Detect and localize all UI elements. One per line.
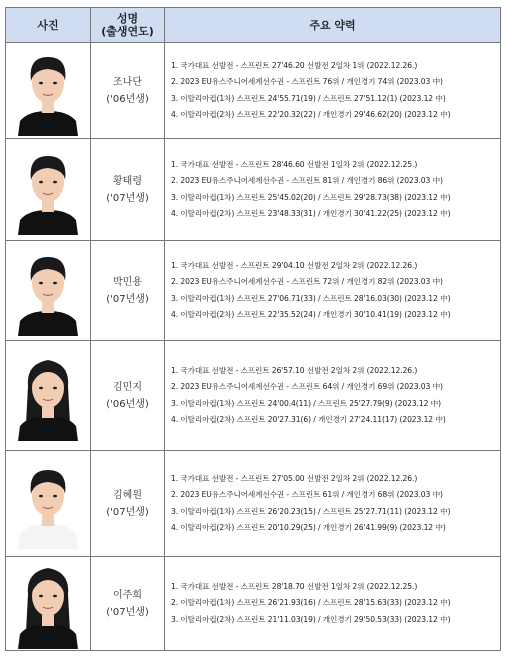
athlete-name-cell (91, 451, 165, 557)
athlete-name-cell (91, 557, 165, 651)
name-header-line2: (출생연도) (101, 25, 154, 38)
athlete-name: 조나단 (113, 76, 142, 88)
athlete-birth-year: ('07년생) (106, 293, 149, 305)
athlete-name-cell (91, 241, 165, 341)
career-line: 1. 국가대표 선발전 - 스프린트 27'05.00 선발전 2일차 2위 (2022.12.26.) (171, 473, 418, 483)
athlete-row (6, 557, 501, 651)
career-line: 2. 이탈리아컵(1차) 스프린트 26'21.93(16) / 스프린트 28'15.63(33) (2023.12 中) (171, 598, 451, 608)
athlete-name-cell (91, 341, 165, 451)
athlete-portrait (6, 458, 90, 549)
career-line: 4. 이탈리아컵(2차) 스프린트 20'10.29(25) / 개인경기 26'41.99(9) (2023.12 中) (171, 523, 446, 532)
athlete-photo-cell (6, 341, 91, 451)
athlete-photo-cell (6, 241, 91, 341)
career-line: 3. 이탈리아컵(1차) 스프린트 24'55.71(19) / 스프린트 27'51.12(1) (2023.12 中) (171, 93, 446, 103)
athlete-portrait (6, 45, 90, 136)
athlete-name-cell (91, 43, 165, 139)
athlete-career-cell (165, 241, 501, 341)
athlete-portrait (6, 144, 90, 235)
athlete-portrait (6, 245, 90, 336)
athlete-portrait (6, 558, 90, 649)
photo-header: 사진 (6, 8, 91, 43)
athlete-row (6, 241, 501, 341)
career-line: 1. 국가대표 선발전 - 스프린트 28'18.70 선발전 1일차 2위 (2022.12.25.) (171, 581, 418, 591)
career-line: 1. 국가대표 선발전 - 스프린트 27'46.20 선발전 2일차 1위 (2022.12.26.) (171, 60, 418, 70)
athlete-birth-year: ('07년생) (106, 606, 149, 618)
athlete-career-cell (165, 341, 501, 451)
athlete-birth-year: ('07년생) (106, 192, 149, 204)
athlete-portrait (6, 350, 90, 441)
name-header-line1: 성명 (116, 12, 139, 25)
athlete-row (6, 341, 501, 451)
athlete-name: 이주희 (113, 589, 142, 601)
career-line: 4. 이탈리아컵(2차) 스프린트 22'35.52(24) / 개인경기 30'10.41(19) (2023.12 中) (171, 310, 451, 319)
career-line: 3. 이탈리아컵(2차) 스프린트 21'11.03(19) / 개인경기 29'50.53(33) (2023.12 中) (171, 614, 451, 624)
athlete-career-cell (165, 557, 501, 651)
athlete-name-cell (91, 139, 165, 241)
career-line: 3. 이탈리아컵(1차) 스프린트 25'45.02(20) / 스프린트 29'28.73(38) (2023.12 中) (171, 192, 451, 202)
athlete-career-cell (165, 451, 501, 557)
career-line: 3. 이탈리아컵(1차) 스프린트 24'00.4(11) / 스프린트 25'27.79(9) (2023.12 中) (171, 398, 441, 408)
career-line: 4. 이탈리아컵(2차) 스프린트 20'27.31(6) / 개인경기 27'24.11(17) (2023.12 中) (171, 415, 446, 424)
career-line: 1. 국가대표 선발전 - 스프린트 29'04.10 선발전 2일차 2위 (2022.12.26.) (171, 260, 418, 270)
career-line: 2. 2023 EU유스주니어세계선수권 - 스프린트 76위 / 개인경기 74위 (2023.03 中) (171, 77, 443, 86)
athlete-row (6, 43, 501, 139)
athlete-birth-year: ('07년생) (106, 506, 149, 518)
career-line: 4. 이탈리아컵(2차) 스프린트 23'48.33(31) / 개인경기 30'41.22(25) (2023.12 中) (171, 209, 451, 218)
career-line: 2. 2023 EU유스주니어세계선수권 - 스프린트 64위 / 개인경기 69위 (2023.03 中) (171, 382, 443, 391)
career-line: 1. 국가대표 선발전 - 스프린트 28'46.60 선발전 1일차 2위 (2022.12.25.) (171, 159, 418, 169)
athlete-name: 김민지 (113, 381, 142, 393)
athlete-birth-year: ('06년생) (106, 398, 149, 410)
athlete-career-cell (165, 139, 501, 241)
athlete-name: 김혜원 (113, 489, 142, 501)
athlete-birth-year: ('06년생) (106, 93, 149, 105)
athlete-row (6, 451, 501, 557)
career-line: 3. 이탈리아컵(1차) 스프린트 27'06.71(33) / 스프린트 28'16.03(30) (2023.12 中) (171, 293, 451, 303)
athlete-roster-table (5, 7, 501, 651)
athlete-body (6, 43, 501, 651)
athlete-photo-cell (6, 557, 91, 651)
athlete-career-cell (165, 43, 501, 139)
name-header (91, 8, 165, 43)
athlete-name: 황태령 (113, 175, 142, 187)
career-line: 4. 이탈리아컵(2차) 스프린트 22'20.32(22) / 개인경기 29'46.62(20) (2023.12 中) (171, 110, 451, 119)
career-line: 2. 2023 EU유스주니어세계선수권 - 스프린트 81위 / 개인경기 86위 (2023.03 中) (171, 176, 443, 185)
career-line: 2. 2023 EU유스주니어세계선수권 - 스프린트 61위 / 개인경기 68위 (2023.03 中) (171, 490, 443, 499)
career-line: 3. 이탈리아컵(1차) 스프린트 26'20.23(15) / 스프린트 25'27.71(11) (2023.12 中) (171, 506, 451, 516)
career-line: 2. 2023 EU유스주니어세계선수권 - 스프린트 72위 / 개인경기 82위 (2023.03 中) (171, 277, 443, 286)
athlete-photo-cell (6, 139, 91, 241)
career-line: 1. 국가대표 선발전 - 스프린트 26'57.10 선발전 2일차 2위 (2022.12.26.) (171, 365, 418, 375)
career-header: 주요 약력 (165, 8, 501, 43)
athlete-row (6, 139, 501, 241)
athlete-photo-cell (6, 43, 91, 139)
athlete-photo-cell (6, 451, 91, 557)
athlete-name: 박민용 (113, 276, 142, 288)
header-row (6, 8, 501, 43)
